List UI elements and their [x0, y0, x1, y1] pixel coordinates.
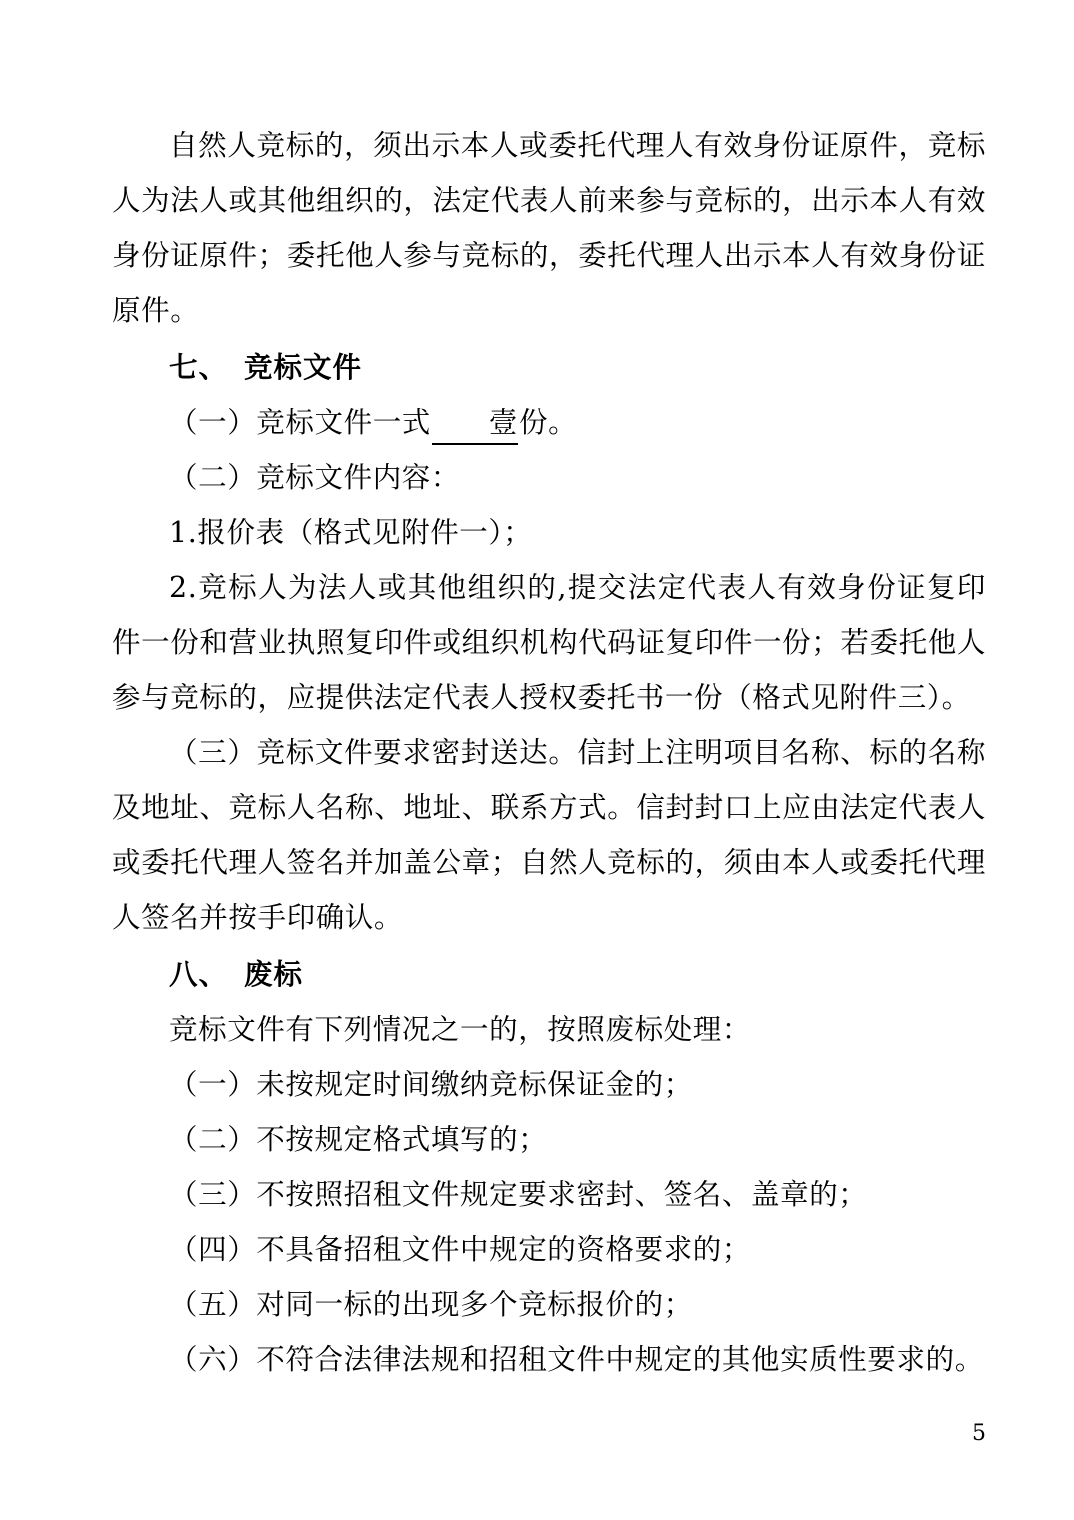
heading-section-eight — [112, 947, 986, 1002]
paragraph-sealed-delivery: （三）竞标文件要求密封送达。信封上注明项目名称、标的名称及地址、竞标人名称、地址、联系方式。信封封口上应由法定代表人或委托代理人签名并加盖公章；自然人竞标的，须由本人或委托代理人签名并按手印确认。 — [112, 736, 986, 934]
paragraph-bid-content-item-2: 2.竞标人为法人或其他组织的,提交法定代表人有效身份证复印件一份和营业执照复印件或组织机构代码证复印件一份；若委托他人参与竞标的，应提供法定代表人授权委托书一份（格式见附件三）。 — [112, 571, 986, 714]
paragraph-void-bid-item-2: （二）不按规定格式填写的； — [169, 1123, 548, 1156]
heading-section-seven — [112, 340, 986, 395]
bid-copies-blank-value: 壹 — [432, 403, 518, 445]
paragraph-natural-person-id: 自然人竞标的，须出示本人或委托代理人有效身份证原件，竞标人为法人或其他组织的，法定代表人前来参与竞标的，出示本人有效身份证原件；委托他人参与竞标的，委托代理人出示本人有效身份证原件。 — [112, 129, 986, 327]
heading-eight-text: 废标 — [244, 957, 304, 991]
paragraph-void-bid-item-5: （五）对同一标的出现多个竞标报价的； — [169, 1288, 693, 1321]
page-number: 5 — [972, 1421, 986, 1446]
paragraph-void-bid-item-3: （三）不按照招租文件规定要求密封、签名、盖章的； — [169, 1178, 868, 1211]
paragraph-void-bid-item-6: （六）不符合法律法规和招租文件中规定的其他实质性要求的。 — [169, 1343, 984, 1376]
paragraph-bid-copies — [112, 395, 986, 450]
document-body — [112, 118, 986, 1387]
bid-copies-prefix: （一）竞标文件一式 — [169, 406, 431, 439]
paragraph-bid-content-item-1: 1.报价表（格式见附件一）； — [169, 516, 533, 549]
bid-copies-suffix: 份。 — [519, 406, 578, 439]
heading-seven-number: 七、 — [169, 350, 229, 384]
paragraph-bid-contents-title: （二）竞标文件内容： — [169, 461, 461, 494]
paragraph-void-bid-intro: 竞标文件有下列情况之一的，按照废标处理： — [169, 1013, 752, 1046]
heading-seven-text: 竞标文件 — [244, 350, 363, 384]
heading-eight-number: 八、 — [169, 957, 229, 991]
paragraph-void-bid-item-1: （一）未按规定时间缴纳竞标保证金的； — [169, 1068, 693, 1101]
paragraph-void-bid-item-4: （四）不具备招租文件中规定的资格要求的； — [169, 1233, 752, 1266]
